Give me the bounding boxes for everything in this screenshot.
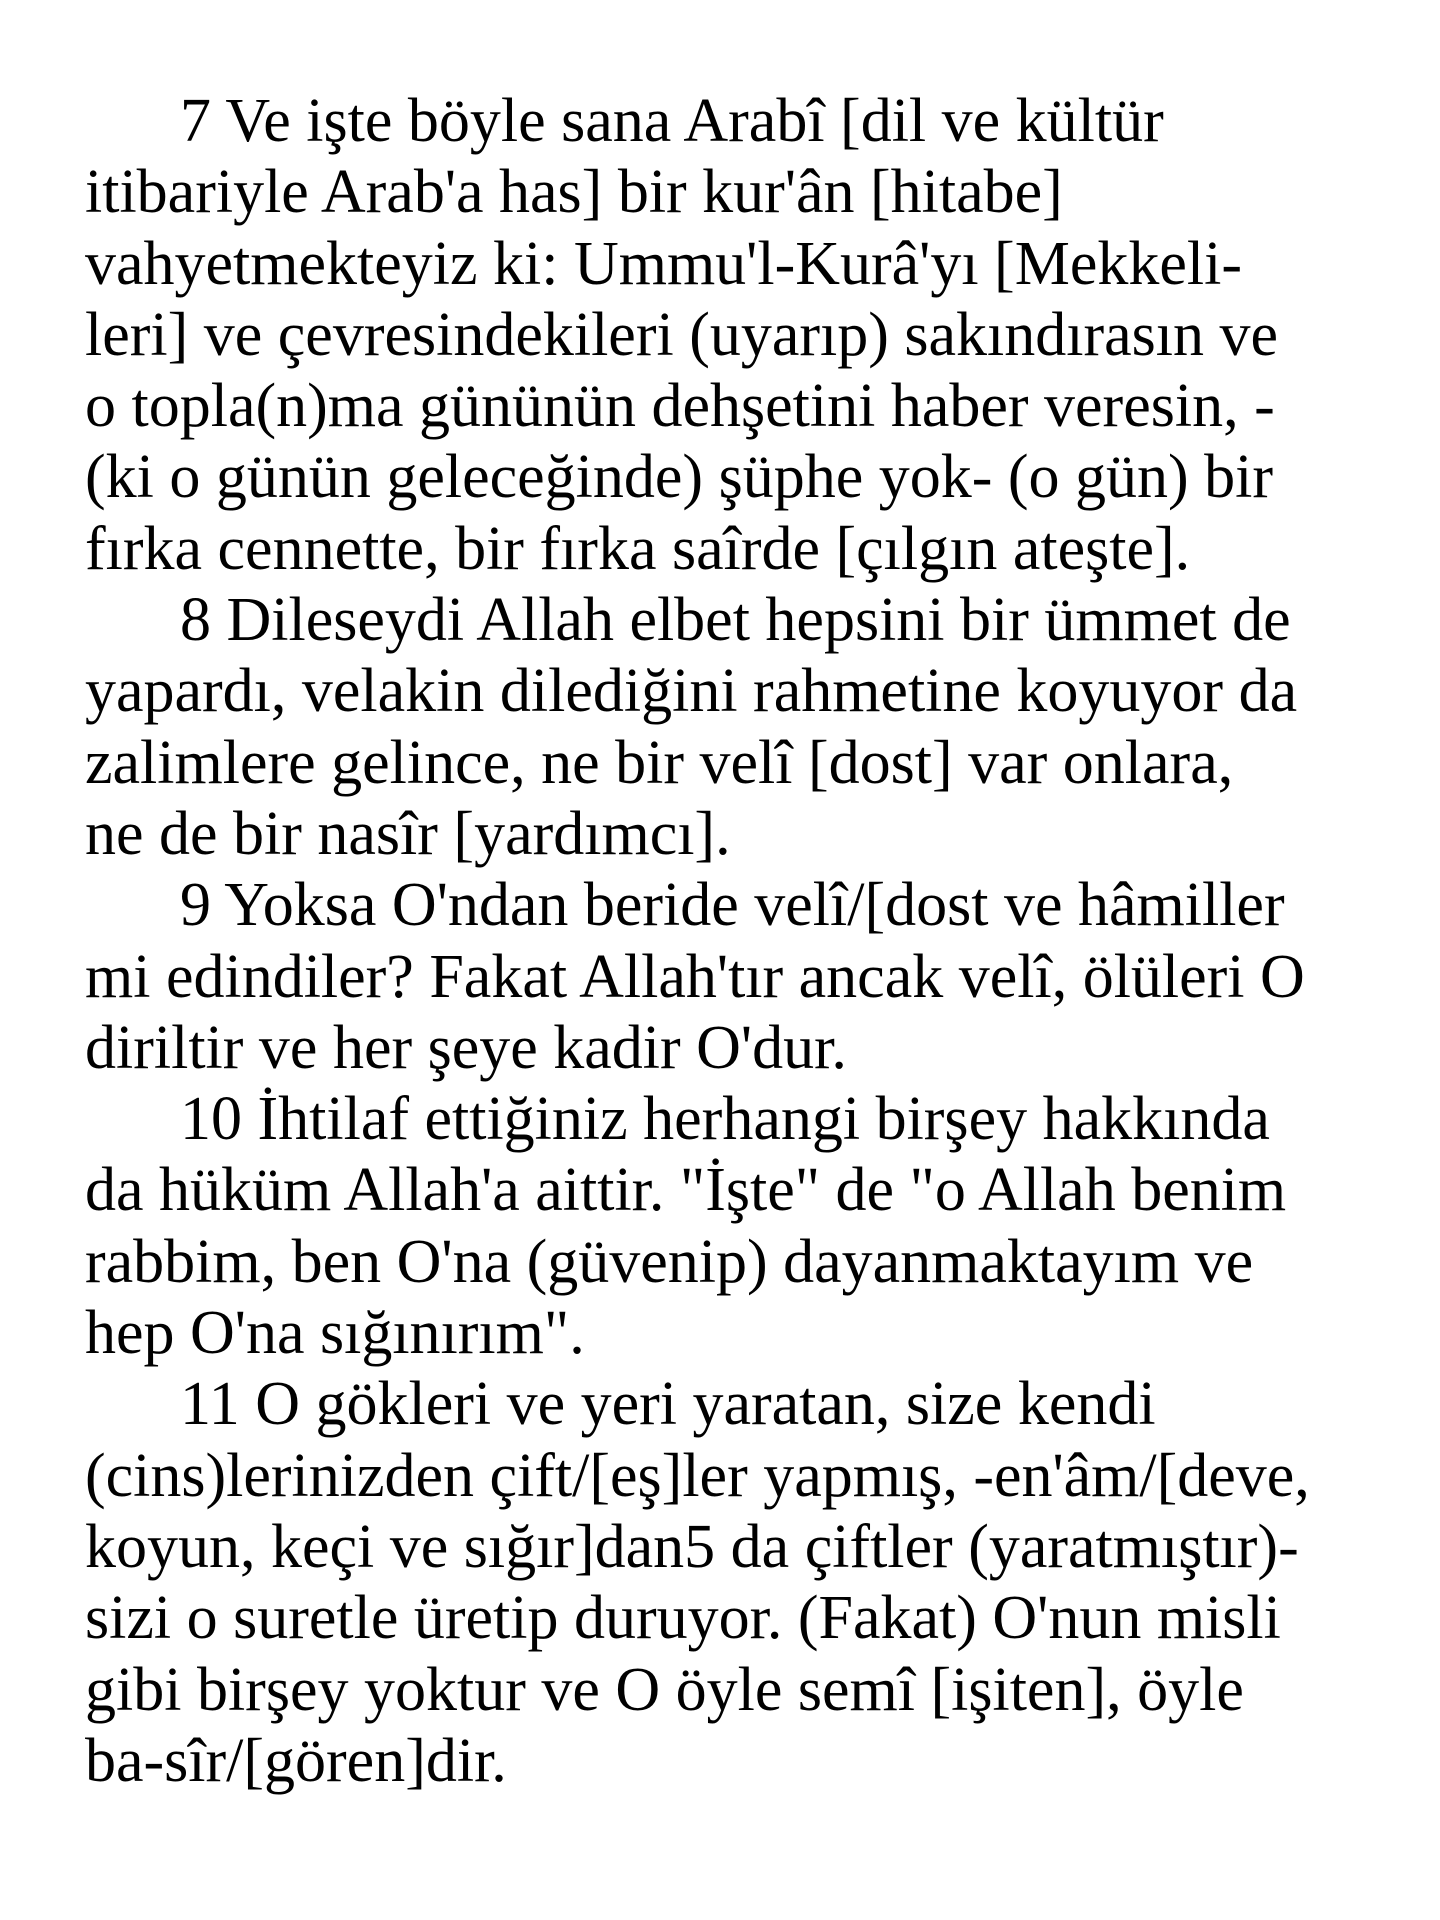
document-page (85, 86, 1385, 1797)
verse-line: 7 Ve işte böyle sana Arabî [dil ve kültür (180, 87, 1164, 155)
verse-line: (cins)lerinizden çift/[eş]ler yapmış, -en'âm/[deve, (85, 1441, 1310, 1510)
verse-line: hep O'na sığınırım". (85, 1299, 585, 1368)
verse-line: koyun, keçi ve sığır]dan5 da çiftler (yaratmıştır)- (85, 1512, 1299, 1581)
verse-line: da hüküm Allah'a aittir. "İşte" de "o Allah benim (85, 1156, 1287, 1225)
verse-line: rabbim, ben O'na (güvenip) dayanmaktayım ve (85, 1227, 1254, 1296)
verse-7 (85, 86, 1385, 585)
verse-line: o topla(n)ma gününün dehşetini haber veresin, - (85, 372, 1275, 441)
verse-line: zalimlere gelince, ne bir velî [dost] var onlara, (85, 728, 1234, 797)
verse-10 (85, 1084, 1385, 1369)
verse-line: gibi birşey yoktur ve O öyle semî [işiten], öyle (85, 1655, 1244, 1724)
verse-line: yapardı, velakin dilediğini rahmetine koyuyor da (85, 657, 1298, 726)
verse-line: 10 İhtilaf ettiğiniz herhangi birşey hakkında (180, 1085, 1270, 1154)
verse-11 (85, 1369, 1385, 1797)
verse-9 (85, 870, 1385, 1084)
verse-8 (85, 585, 1385, 870)
verse-line: ne de bir nasîr [yardımcı]. (85, 799, 731, 868)
verse-line: 9 Yoksa O'ndan beride velî/[dost ve hâmiller (180, 871, 1285, 940)
verse-line: sizi o suretle üretip duruyor. (Fakat) O'nun misli (85, 1584, 1281, 1653)
verse-line: vahyetmekteyiz ki: Ummu'l-Kurâ'yı [Mekkeli- (85, 229, 1242, 298)
verse-line: diriltir ve her şeye kadir O'dur. (85, 1013, 847, 1082)
verse-line: 8 Dileseydi Allah elbet hepsini bir ümmet de (180, 586, 1291, 655)
verse-line: ba-sîr/[gören]dir. (85, 1726, 507, 1795)
verse-line: itibariyle Arab'a has] bir kur'ân [hitabe] (85, 158, 1063, 227)
verse-line: leri] ve çevresindekileri (uyarıp) sakındırasın ve (85, 300, 1279, 369)
verse-line: mi edindiler? Fakat Allah'tır ancak velî, ölüleri O (85, 942, 1305, 1011)
verse-line: 11 O gökleri ve yeri yaratan, size kendi (180, 1370, 1156, 1439)
verse-line: (ki o günün geleceğinde) şüphe yok- (o gün) bir (85, 443, 1274, 512)
verse-line: fırka cennette, bir fırka saîrde [çılgın ateşte]. (85, 514, 1191, 583)
